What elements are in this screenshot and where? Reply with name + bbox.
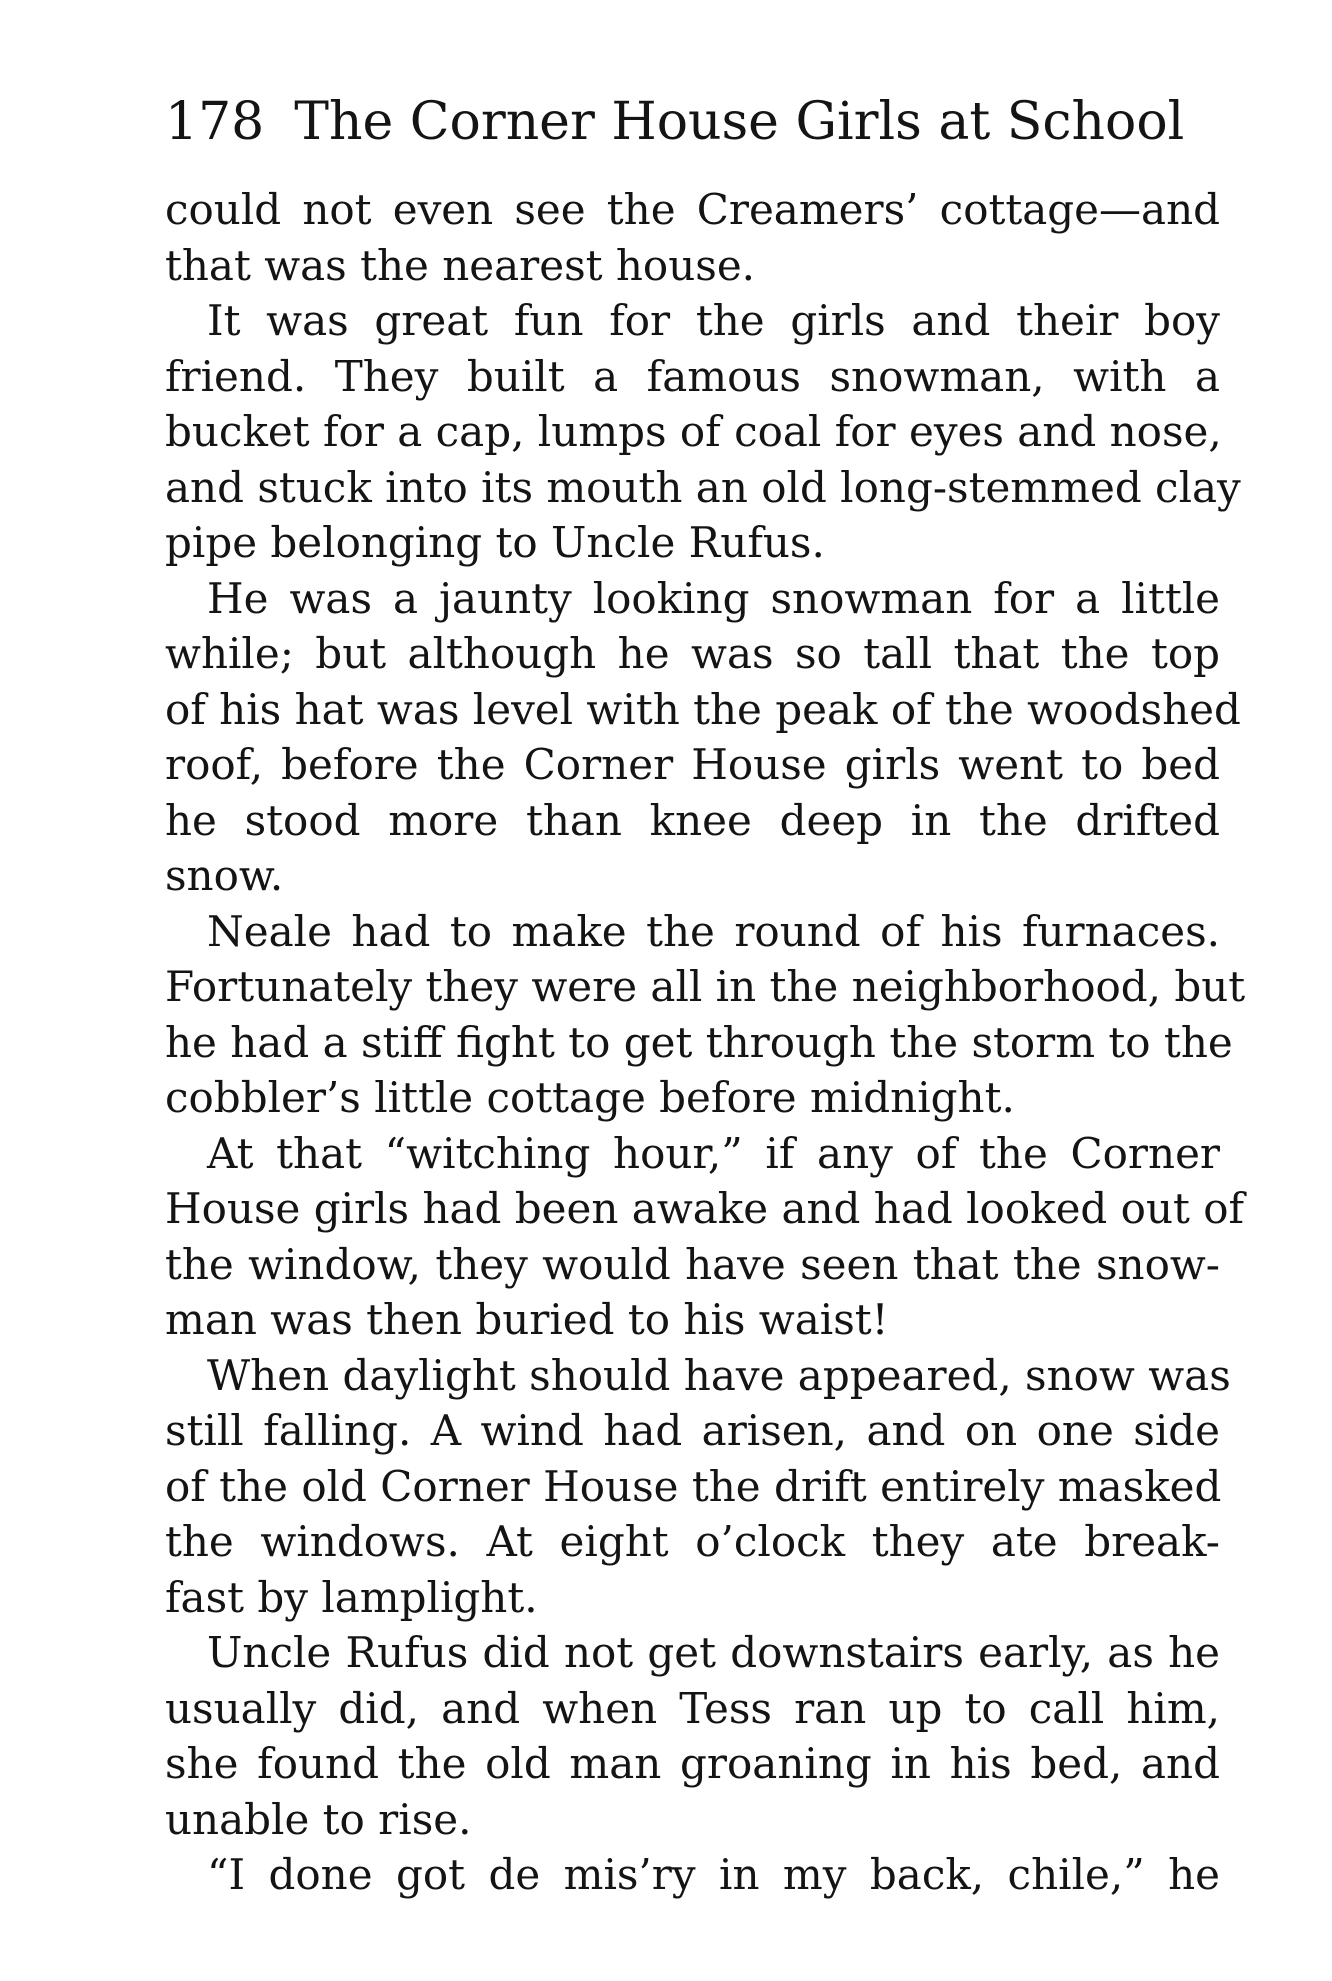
paragraph xyxy=(165,1847,1220,1903)
text-line: unable to rise. xyxy=(165,1794,472,1844)
text-line: snow. xyxy=(165,851,284,900)
paragraph xyxy=(165,1625,1220,1847)
body-text xyxy=(165,182,1246,1903)
paragraph xyxy=(165,293,1241,571)
text-line: roof, before the Corner House girls went to bed xyxy=(165,740,1220,789)
text-line: she found the old man groaning in his bed, and xyxy=(165,1739,1220,1788)
text-line: still falling. A wind had arisen, and on one side xyxy=(165,1406,1220,1455)
text-line: Uncle Rufus did not get downstairs early, as he xyxy=(207,1628,1220,1677)
text-line: and stuck into its mouth an old long-stemmed clay xyxy=(165,462,1241,512)
text-line: the window, they would have seen that the snow- xyxy=(165,1239,1220,1289)
text-line: usually did, and when Tess ran up to call him, xyxy=(165,1683,1220,1733)
text-line: man was then buried to his waist! xyxy=(165,1295,889,1344)
text-line: he stood more than knee deep in the drifted xyxy=(165,795,1220,845)
text-line: At that “witching hour,” if any of the Corner xyxy=(207,1128,1220,1178)
text-line: bucket for a cap, lumps of coal for eyes and nose, xyxy=(165,407,1222,456)
text-line: he had a stiff fight to get through the storm to the xyxy=(165,1017,1233,1067)
running-title: The Corner House Girls at School xyxy=(294,92,1185,152)
paragraph xyxy=(165,1126,1245,1348)
text-line: pipe belonging to Uncle Rufus. xyxy=(165,518,825,567)
running-header xyxy=(165,92,1220,152)
paragraph xyxy=(165,182,1220,293)
text-line: Fortunately they were all in the neighborhood, but xyxy=(165,962,1246,1011)
text-line: cobbler’s little cottage before midnight. xyxy=(165,1073,1015,1122)
text-line: It was great fun for the girls and their boy xyxy=(207,296,1220,345)
text-line: of his hat was level with the peak of the woodshed xyxy=(165,684,1241,734)
text-line: could not even see the Creamers’ cottage—and xyxy=(165,185,1220,234)
text-line: fast by lamplight. xyxy=(165,1572,538,1622)
text-line: of the old Corner House the drift entirely masked xyxy=(165,1461,1222,1511)
paragraph xyxy=(165,904,1246,1126)
page-number: 178 xyxy=(165,92,265,152)
text-line: friend. They built a famous snowman, with a xyxy=(165,351,1220,401)
text-line: He was a jaunty looking snowman for a little xyxy=(207,573,1220,623)
text-line: Neale had to make the round of his furnaces. xyxy=(207,906,1220,956)
text-line: House girls had been awake and had looked out of xyxy=(165,1184,1245,1233)
book-page xyxy=(165,92,1246,1903)
text-line: while; but although he was so tall that the top xyxy=(165,629,1220,678)
text-line: the windows. At eight o’clock they ate break- xyxy=(165,1517,1220,1566)
text-line: When daylight should have appeared, snow was xyxy=(207,1350,1231,1400)
text-line: “I done got de mis’ry in my back, chile,” he xyxy=(207,1850,1220,1899)
paragraph xyxy=(165,1348,1231,1626)
text-line: that was the nearest house. xyxy=(165,240,756,290)
paragraph xyxy=(165,571,1241,904)
